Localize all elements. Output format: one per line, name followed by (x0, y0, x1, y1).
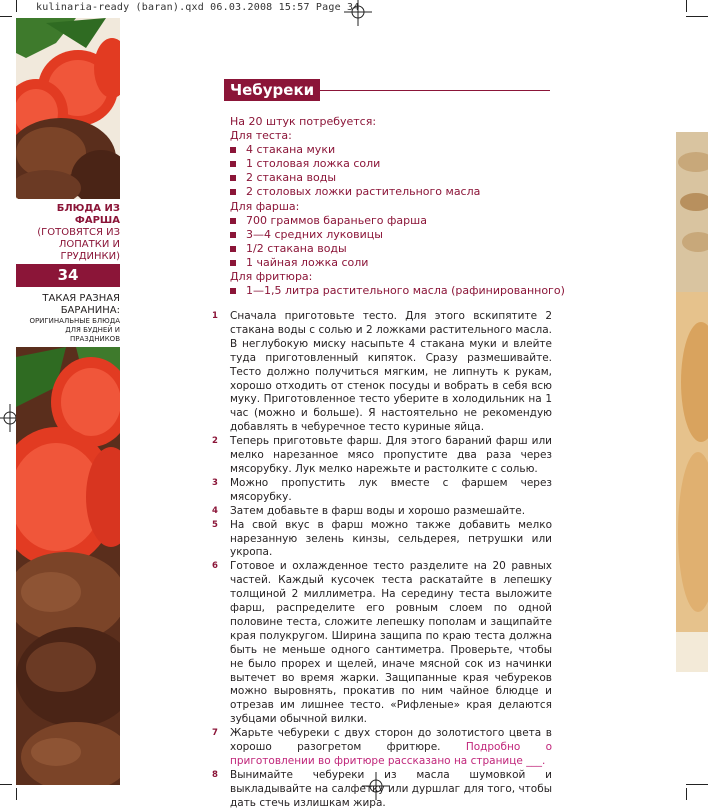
step-text: Вынимайте чебуреки из масла шумовкой и выкладывайте на салфетку или дуршлаг для того, чтобы дать стечь излишкам жира. (230, 768, 552, 809)
step-number: 4 (212, 505, 218, 516)
step-text: Теперь приготовьте фарш. Для этого бараний фарш или мелко нарезанное мясо пропустите два раза через мясорубку. Лук мелко нарежьте и растолките с солью. (230, 435, 552, 475)
step-text: Готовое и охлажденное тесто разделите на 20 равных частей. Каждый кусочек теста раскатайте в лепешку толщиной 2 миллиметра. На середину теста выложите фарш, распределите его ровным слоем по одной половине теста, сложите лепешку пополам и защипайте края полукругом. Ширина защипа по краю теста должна быть не меньше одного сантиметра. Проверьте, чтобы не было прорех и щелей, иначе мясной сок из начинки вытечет во время жарки. Защипанные края чебуреков можно выровнять, прокатив по ним чайное блюдце и отрезав им лишнее тесто. «Рифленые» края делаются зубцами обычной вилки. (230, 560, 552, 726)
crop-mark (686, 0, 687, 12)
chapter-title: ТАКАЯ РАЗНАЯ БАРАНИНА: (42, 293, 120, 316)
food-photo-bottom (16, 347, 120, 785)
crop-mark (0, 16, 12, 17)
recipe-step (212, 560, 552, 727)
section-note: (ГОТОВЯТСЯ ИЗ ЛОПАТКИ И ГРУДИНКИ) (37, 227, 120, 262)
ingredient-item: 1/2 стакана воды (230, 242, 560, 256)
ingredient-group-label: Для фритюра: (230, 270, 313, 284)
recipe-step (212, 310, 552, 435)
step-number: 2 (212, 436, 218, 447)
ingredient-item: 700 граммов бараньего фарша (230, 214, 560, 228)
step-text: Жарьте чебуреки с двух сторон до золотистого цвета в хорошо разогретом фритюре. (230, 727, 552, 754)
recipe-step (212, 727, 552, 769)
registration-mark-icon (344, 0, 372, 26)
recipe-steps (212, 310, 552, 811)
section-caption (16, 203, 120, 263)
print-slug: kulinaria-ready (baran).qxd 06.03.2008 15:57 Page 34 (36, 2, 360, 13)
ingredient-item: 3—4 средних луковицы (230, 228, 560, 242)
ingredient-item: 1 столовая ложка соли (230, 157, 560, 171)
recipe-yield: На 20 штук потребуется: (230, 115, 377, 128)
chapter-subtitle: ОРИГИНАЛЬНЫЕ БЛЮДА ДЛЯ БУДНЕЙ И ПРАЗДНИКОВ (29, 317, 120, 343)
step-number: 3 (212, 477, 218, 488)
recipe-step (212, 505, 552, 519)
step-number: 8 (212, 769, 218, 780)
recipe-step (212, 769, 552, 811)
recipe-title: Чебуреки (224, 79, 320, 101)
step-text: Сначала приготовьте тесто. Для этого вскипятите 2 стакана воды с солью и 2 ложками растительного масла. В неглубокую миску насыпьте 4 стакана муки и влейте туда приготовленный кипяток. Сразу размешивайте. Тесто должно получиться мягким, не липнуть к рукам, хорошо отходить от стенок посуды и вобрать в себя всю муку. Приготовленное тесто уберите в холодильник на 1 час (можно и больше). Я настоятельно не рекомендую добавлять в чебуречное тесто куриные яйца. (230, 310, 552, 434)
ingredient-item: 1—1,5 литра растительного масла (рафинированного) (230, 284, 560, 298)
step-number: 5 (212, 519, 218, 530)
crop-mark (686, 784, 708, 785)
crop-mark (16, 788, 17, 800)
ingredients-block (230, 115, 565, 298)
crop-mark (16, 0, 17, 12)
step-number: 1 (212, 311, 218, 321)
chapter-caption (16, 293, 120, 344)
step-number: 7 (212, 728, 218, 739)
recipe-step (212, 519, 552, 561)
ingredient-item: 4 стакана муки (230, 143, 560, 157)
title-rule (320, 90, 550, 91)
food-photo-right-strip (676, 132, 708, 672)
step-number: 6 (212, 561, 218, 572)
crop-mark (686, 16, 708, 17)
page-reference-link[interactable]: Подробно о приготовлении во фритюре рассказано на странице ___. (230, 741, 552, 767)
recipe-step (212, 477, 552, 505)
recipe-step (212, 435, 552, 477)
step-text: Можно пропустить лук вместе с фаршем через мясорубку. (230, 476, 552, 503)
food-photo-top (16, 18, 120, 199)
crop-mark (686, 788, 687, 800)
page-number: 34 (16, 264, 120, 287)
section-title: БЛЮДА ИЗ ФАРША (56, 203, 120, 226)
ingredient-item: 2 столовых ложки растительного масла (230, 185, 560, 199)
ingredient-item: 2 стакана воды (230, 171, 560, 185)
step-text: На свой вкус в фарш можно также добавить мелко нарезанную зелень кинзы, сельдерея, петрушки или укропа. (230, 518, 552, 559)
crop-mark (0, 784, 12, 785)
ingredient-item: 1 чайная ложка соли (230, 256, 560, 270)
step-text: Затем добавьте в фарш воды и хорошо размешайте. (230, 504, 526, 517)
ingredient-group-label: Для теста: (230, 129, 292, 143)
ingredient-group-label: Для фарша: (230, 199, 300, 213)
